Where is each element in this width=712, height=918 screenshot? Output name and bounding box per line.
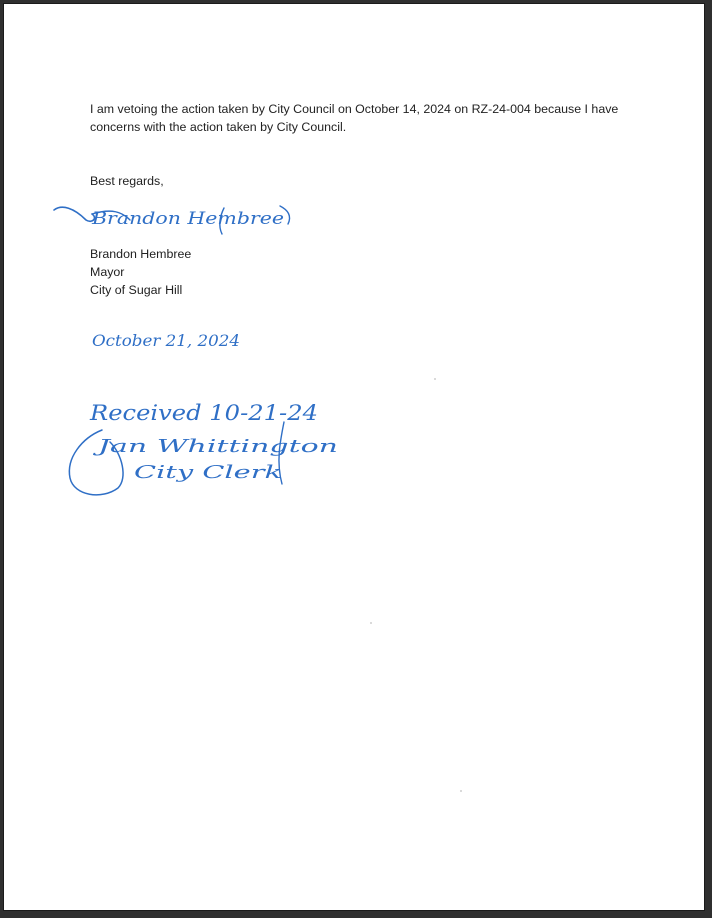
received-text: Received 10-21-24 bbox=[88, 401, 319, 425]
handwritten-date bbox=[90, 324, 250, 358]
scan-speck bbox=[460, 790, 462, 792]
handwritten-date-text: October 21, 2024 bbox=[92, 331, 240, 350]
letter-body: I am vetoing the action taken by City Council on October 14, 2024 on RZ-24-004 because I have concerns with the action taken by City Council. bbox=[90, 102, 619, 134]
signatory-title: Mayor bbox=[90, 265, 125, 279]
mayor-signature-text: Brandon Hembree bbox=[90, 209, 284, 229]
received-note bbox=[62, 392, 352, 502]
mayor-signature bbox=[52, 198, 302, 238]
clerk-signature-text: Jan Whittington bbox=[91, 436, 338, 457]
letter-page bbox=[3, 3, 705, 911]
clerk-title-text: City Clerk bbox=[134, 462, 282, 483]
signatory-name: Brandon Hembree bbox=[90, 247, 192, 261]
scan-speck bbox=[434, 378, 436, 380]
signatory-org: City of Sugar Hill bbox=[90, 283, 183, 297]
signature-block bbox=[90, 245, 191, 299]
letter-closing: Best regards, bbox=[90, 174, 164, 188]
scan-speck bbox=[370, 622, 372, 624]
